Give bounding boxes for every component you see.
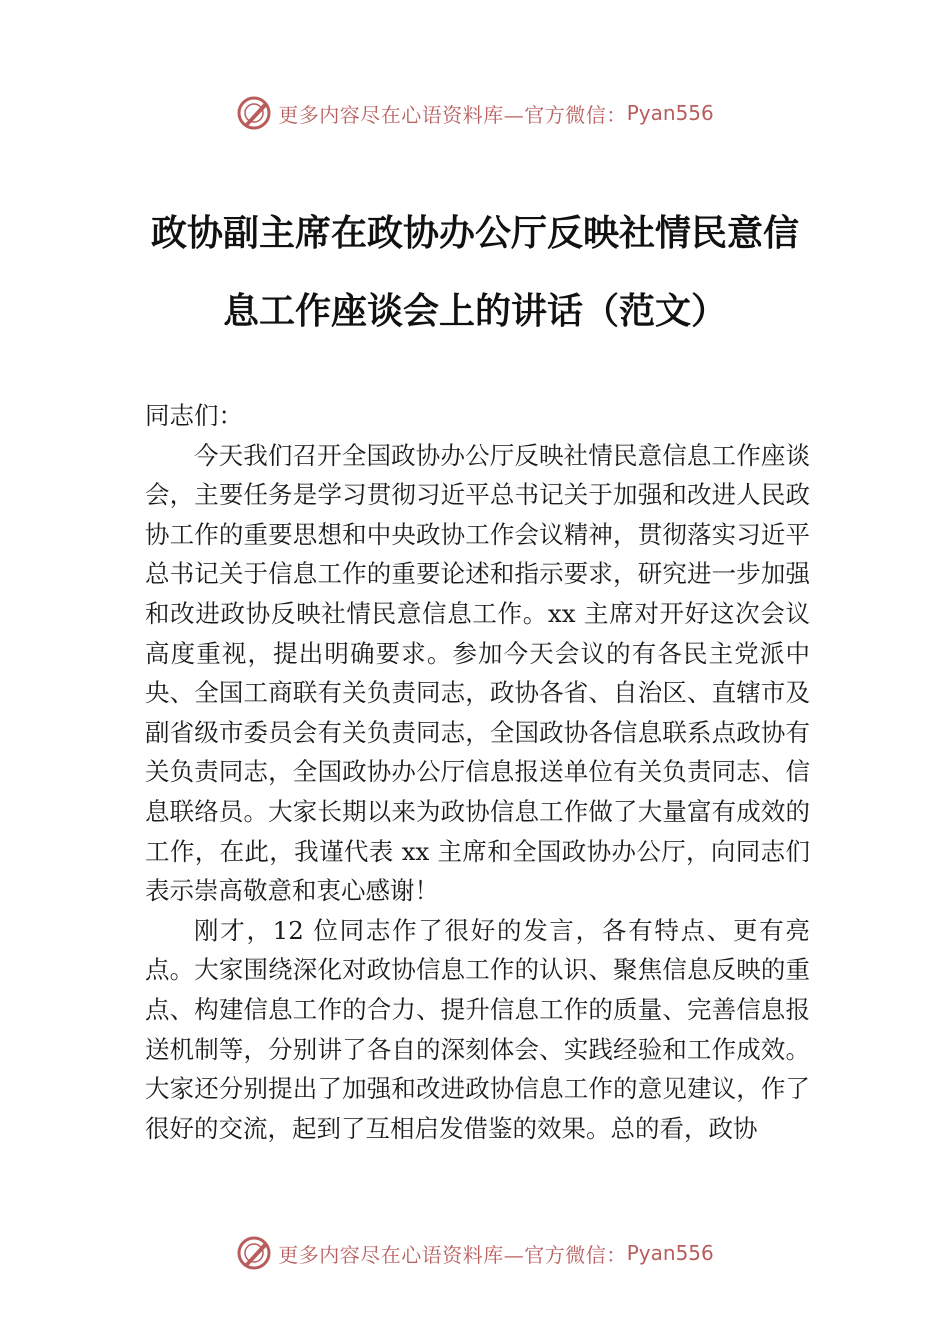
watermark-text: 更多内容尽在心语资料库—官方微信： bbox=[278, 102, 627, 127]
watermark-wechat-id: Pyan556 bbox=[626, 101, 714, 125]
watermark-footer bbox=[0, 1233, 950, 1273]
title-line-1: 政协副主席在政协办公厅反映社情民意信 bbox=[150, 213, 799, 254]
pen-logo-icon bbox=[236, 1235, 272, 1271]
document-title bbox=[120, 195, 830, 351]
document-body bbox=[145, 396, 810, 1148]
watermark-text: 更多内容尽在心语资料库—官方微信： bbox=[278, 1242, 627, 1267]
watermark-header bbox=[0, 93, 950, 133]
salutation: 同志们： bbox=[145, 401, 243, 430]
paragraph-2: 刚才，12 位同志作了很好的发言，各有特点、更有亮点。大家围绕深化对政协信息工作的认识、聚焦信息反映的重点、构建信息工作的合力、提升信息工作的质量、完善信息报送机制等，分别讲了各自的深刻体会、实践经验和工作成效。大家还分别提出了加强和改进政协信息工作的意见建议，作了很好的交流，起到了互相启发借鉴的效果。总的看，政协 bbox=[145, 915, 810, 1143]
watermark-wechat-id: Pyan556 bbox=[626, 1241, 714, 1265]
title-line-2: 息工作座谈会上的讲话（范文） bbox=[222, 291, 727, 332]
paragraph-1: 今天我们召开全国政协办公厅反映社情民意信息工作座谈会，主要任务是学习贯彻习近平总书记关于加强和改进人民政协工作的重要思想和中央政协工作会议精神，贯彻落实习近平总书记关于信息工作的重要论述和指示要求，研究进一步加强和改进政协反映社情民意信息工作。xx 主席对开好这次会议高度重视，提出明确要求。参加今天会议的有各民主党派中央、全国工商联有关负责同志，政协各省、自治区、直辖市及副省级市委员会有关负责同志，全国政协各信息联系点政协有关负责同志，全国政协办公厅信息报送单位有关负责同志、信息联络员。大家长期以来为政协信息工作做了大量富有成效的工作，在此，我谨代表 xx 主席和全国政协办公厅，向同志们表示崇高敬意和衷心感谢！ bbox=[145, 440, 810, 906]
pen-logo-icon bbox=[236, 95, 272, 131]
